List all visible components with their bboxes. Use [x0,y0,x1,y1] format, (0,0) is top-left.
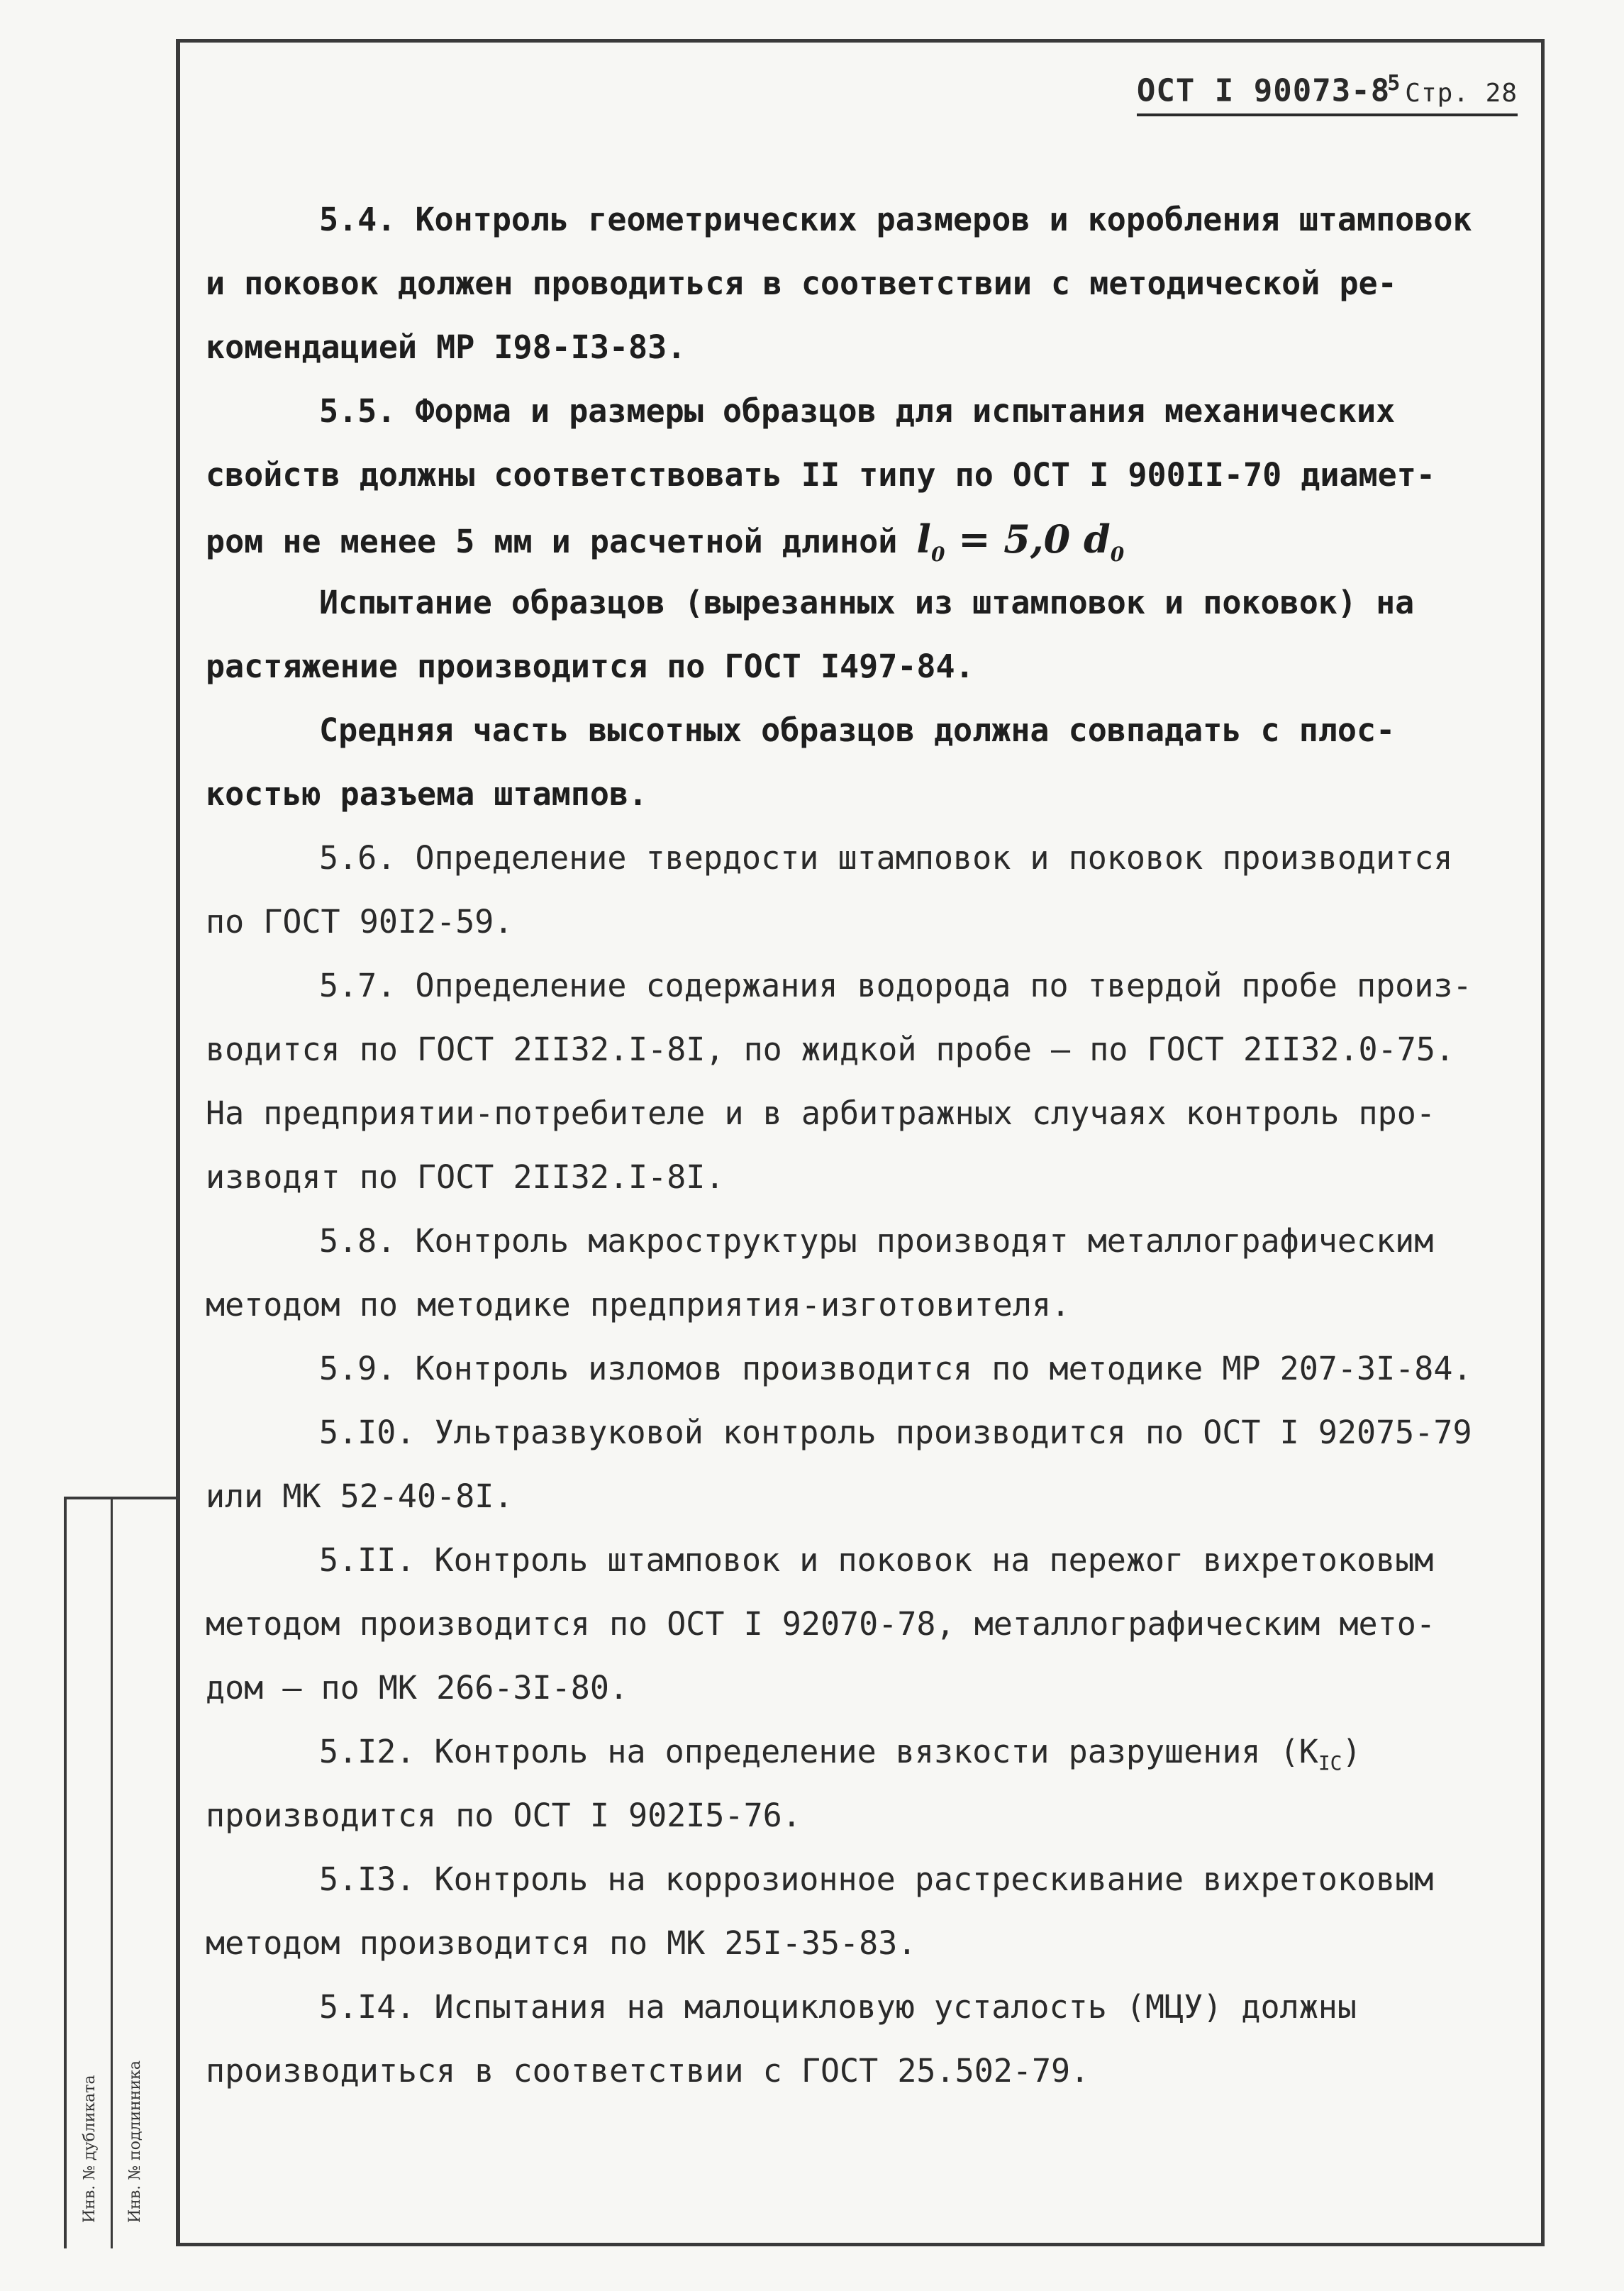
text-line [206,1401,1511,1465]
gauge-length-formula [916,516,1125,566]
text-line [206,1273,1511,1337]
text-line [206,1209,1511,1273]
text-line [206,1912,1511,1975]
standard-number: ОСТ I 90073-8 [1136,72,1391,109]
line-text: по ГОСТ 90I2-59. [206,903,513,941]
text-line [206,1018,1511,1082]
line-text: 5.5. Форма и размеры образцов для испытания механических [319,392,1396,430]
line-text: Средняя часть высотных образцов должна совпадать с плос- [319,711,1396,749]
text-line [206,1656,1511,1720]
line-text: растяжение производится по ГОСТ I497-84. [206,648,974,685]
line-text: производиться в соответствии с ГОСТ 25.502-79. [206,2052,1090,2090]
text-line [206,1337,1511,1401]
inventory-sidebar [64,1497,177,2248]
line-text: 5.6. Определение твердости штамповок и поковок производится [319,839,1453,877]
text-line [206,443,1511,507]
line-text: 5.9. Контроль изломов производится по методике МР 207-3I-84. [319,1350,1472,1387]
text-line [206,379,1511,443]
document-body [206,188,1511,2103]
line-text: свойств должны соответствовать II типу по ОСТ I 900II-70 диамет- [206,456,1435,494]
line-text: Испытание образцов (вырезанных из штамповок и поковок) на [319,584,1415,621]
text-line [206,188,1511,252]
line-text: На предприятии-потребителе и в арбитражных случаях контроль про- [206,1094,1435,1132]
line-text: водится по ГОСТ 2II32.I-8I, по жидкой пробе – по ГОСТ 2II32.0-75. [206,1031,1455,1068]
formula-value: = 5,0 d [945,516,1111,562]
duplicate-inventory-label: Инв. № дубликата [81,2075,99,2223]
kic-symbol [1318,1733,1362,1775]
text-line [206,252,1511,316]
formula-subscript-2: 0 [1110,542,1125,566]
line-text: костью разъема штампов. [206,775,648,813]
line-text: методом по методике предприятия-изготовителя. [206,1286,1071,1324]
text-line [206,826,1511,890]
document-header [1137,71,1518,116]
line-text: 5.4. Контроль геометрических размеров и коробления штамповок [319,201,1472,238]
line-text: методом производится по МК 25I-35-83. [206,1924,917,1962]
formula-symbol: l [916,516,931,562]
text-line [206,890,1511,954]
text-line [206,571,1511,635]
formula-subscript: 0 [930,542,945,566]
text-line [206,1975,1511,2039]
text-line [206,762,1511,826]
text-line [206,1848,1511,1912]
line-text: 5.I3. Контроль на коррозионное растрескивание вихретоковым [319,1860,1434,1898]
line-text: ром не менее 5 мм и расчетной длиной [206,523,917,560]
text-line [206,699,1511,762]
kic-subscript: IC [1318,1751,1342,1775]
text-line [206,1720,1511,1784]
line-text: изводят по ГОСТ 2II32.I-8I. [206,1158,725,1196]
line-text: производится по ОСТ I 902I5-76. [206,1797,801,1834]
text-line [206,1784,1511,1848]
standard-superscript: 5 [1387,71,1401,96]
line-text: 5.7. Определение содержания водорода по твердой пробе произ- [319,967,1472,1004]
line-text: и поковок должен проводиться в соответствии с методической ре- [206,265,1397,302]
text-line [206,1146,1511,1209]
sidebar-divider [111,1499,113,2248]
text-line [206,1529,1511,1592]
text-line [206,1592,1511,1656]
text-line [206,1465,1511,1529]
line-text: комендацией МР I98-I3-83. [206,328,686,366]
text-line [206,1082,1511,1146]
line-text: 5.8. Контроль макроструктуры производят металлографическим [319,1222,1434,1260]
text-line [206,954,1511,1018]
line-text: методом производится по ОСТ I 92070-78, металлографическим мето- [206,1605,1435,1643]
text-line [206,316,1511,379]
kic-close: ) [1342,1733,1362,1770]
page-number: Стр. 28 [1405,78,1518,108]
line-text: 5.I4. Испытания на малоцикловую усталость (МЦУ) должны [319,1988,1357,2026]
line-text: 5.I0. Ультразвуковой контроль производится по ОСТ I 92075-79 [319,1414,1472,1451]
original-inventory-label: Инв. № подлинника [126,2060,144,2223]
text-line [206,635,1511,699]
line-text: 5.I2. Контроль на определение вязкости разрушения (K [319,1733,1318,1770]
line-text: 5.II. Контроль штамповок и поковок на пережог вихретоковым [319,1541,1434,1579]
line-text: дом – по МК 266-3I-80. [206,1669,629,1707]
text-line [206,2039,1511,2103]
text-line [206,507,1511,571]
line-text: или МК 52-40-8I. [206,1477,513,1515]
